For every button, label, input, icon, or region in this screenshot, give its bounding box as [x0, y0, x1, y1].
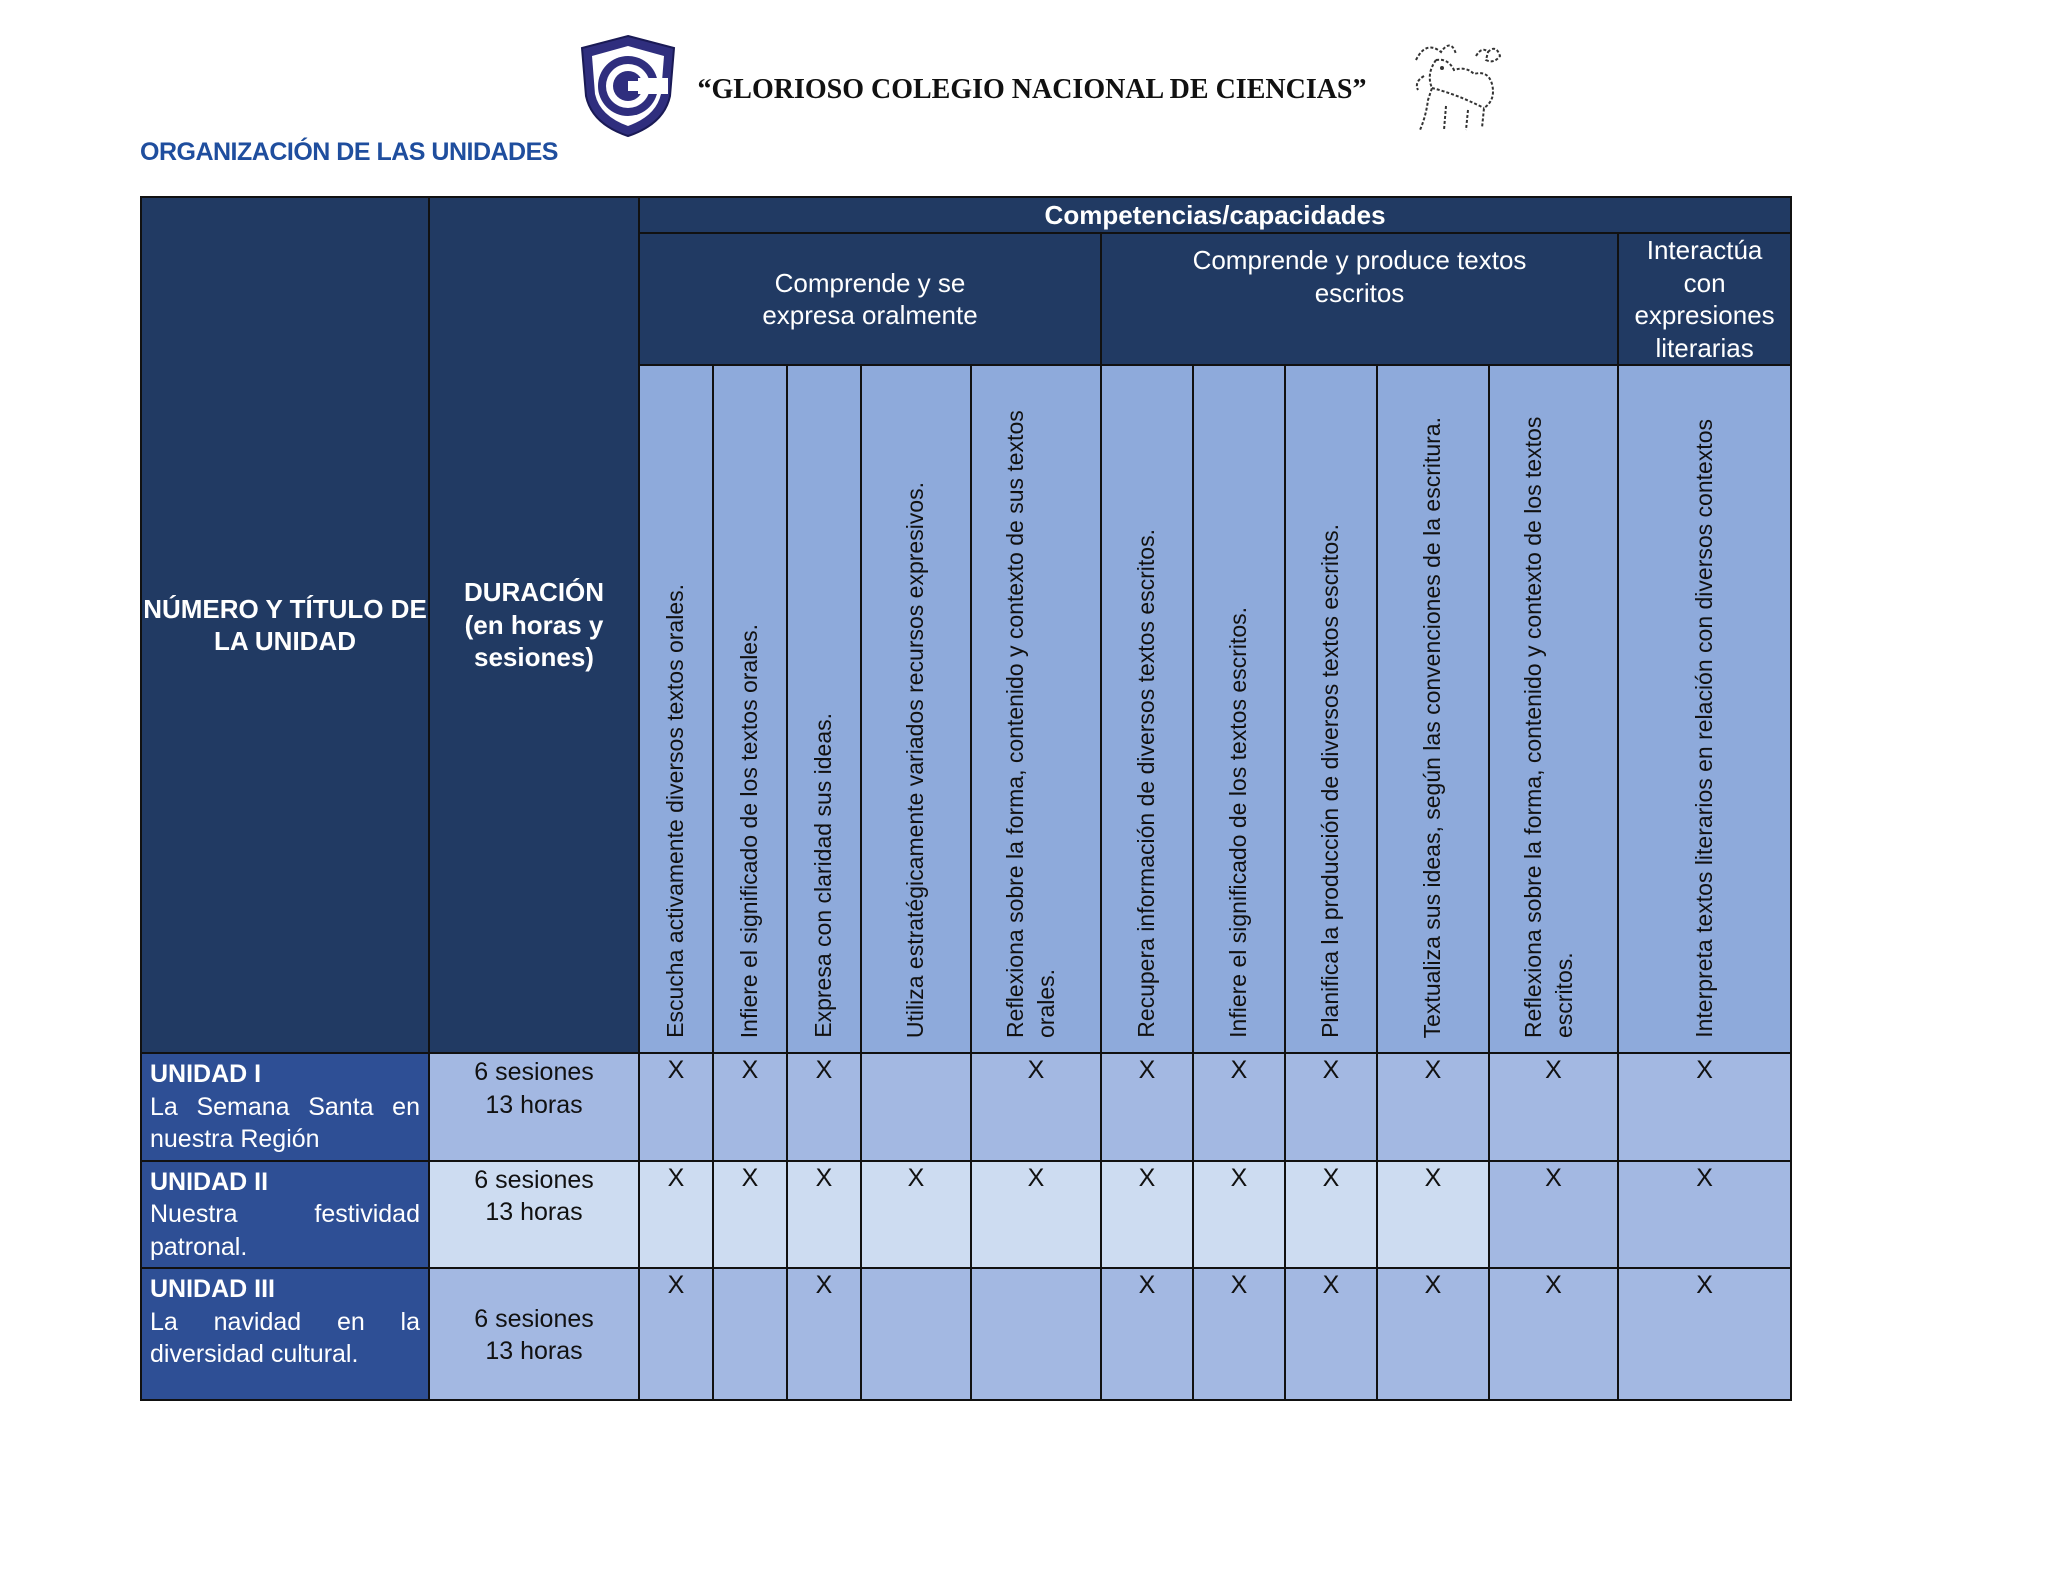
capacity-header: [1377, 365, 1489, 1053]
table-row: [141, 1053, 1791, 1161]
capacity-header: [1285, 365, 1377, 1053]
mark-cell: [971, 1268, 1101, 1400]
mark-cell: X: [971, 1161, 1101, 1269]
mark-cell: X: [787, 1161, 861, 1269]
goat-mascot-icon: [1396, 30, 1506, 140]
mark-cell: X: [1193, 1053, 1285, 1161]
document-header: [0, 30, 2048, 140]
hours-value: 13 horas: [485, 1337, 583, 1365]
table-row: [141, 1161, 1791, 1269]
capacity-header: [639, 365, 713, 1053]
mark-cell: X: [787, 1268, 861, 1400]
section-title: ORGANIZACIÓN DE LAS UNIDADES: [140, 138, 558, 166]
mark-cell: X: [713, 1161, 787, 1269]
mark-cell: X: [1489, 1053, 1618, 1161]
mark-cell: X: [1285, 1053, 1377, 1161]
group-written: Comprende y produce textos escritos: [1101, 233, 1618, 365]
mark-cell: X: [861, 1161, 971, 1269]
school-shield-logo-icon: [578, 34, 678, 138]
table-row: [141, 1268, 1791, 1400]
mark-cell: X: [1489, 1268, 1618, 1400]
hours-value: 13 horas: [485, 1090, 583, 1119]
mark-cell: X: [1618, 1161, 1791, 1269]
group-literary: Interactúa con expresiones literarias: [1618, 233, 1791, 365]
competencies-header: Competencias/capacidades: [639, 197, 1791, 233]
capacity-label: Infiere el significado de los textos escritos.: [1225, 607, 1252, 1038]
mark-cell: X: [1377, 1161, 1489, 1269]
mark-cell: X: [639, 1268, 713, 1400]
mark-cell: X: [1377, 1268, 1489, 1400]
duration-cell: [429, 1053, 639, 1161]
sessions-value: 6 sesiones: [474, 1058, 594, 1086]
capacity-header: [787, 365, 861, 1053]
mark-cell: X: [1285, 1268, 1377, 1400]
mark-cell: X: [1285, 1161, 1377, 1269]
capacity-header: [1101, 365, 1193, 1053]
mark-cell: X: [639, 1161, 713, 1269]
mark-cell: X: [1101, 1161, 1193, 1269]
mark-cell: X: [1101, 1268, 1193, 1400]
capacity-label: Utiliza estratégicamente variados recursos expresivos.: [902, 481, 929, 1038]
capacity-label: Reflexiona sobre la forma, contenido y contexto de sus textos orales.: [1002, 410, 1060, 1038]
unit-title: La Semana Santa en nuestra Región: [150, 1092, 420, 1153]
unit-title: Nuestra festividad patronal.: [150, 1200, 420, 1261]
duration-cell: [429, 1268, 639, 1400]
capacity-label: Textualiza sus ideas, según las convenciones de la escritura.: [1419, 416, 1446, 1038]
sessions-value: 6 sesiones: [474, 1165, 594, 1194]
units-table: [140, 196, 1792, 1401]
unit-number: UNIDAD II: [150, 1167, 269, 1196]
mark-cell: X: [1377, 1053, 1489, 1161]
mark-cell: [861, 1053, 971, 1161]
mark-cell: X: [1489, 1161, 1618, 1269]
hours-value: 13 horas: [485, 1198, 583, 1226]
mark-cell: [713, 1268, 787, 1400]
sessions-value: 6 sesiones: [474, 1304, 594, 1333]
mark-cell: X: [787, 1053, 861, 1161]
capacity-header: [1489, 365, 1618, 1053]
mark-cell: X: [1193, 1268, 1285, 1400]
capacity-header: [1193, 365, 1285, 1053]
capacity-label: Planifica la producción de diversos textos escritos.: [1317, 524, 1344, 1038]
capacity-header: [713, 365, 787, 1053]
capacity-label: Reflexiona sobre la forma, contenido y contexto de los textos escritos.: [1519, 416, 1577, 1038]
mark-cell: X: [971, 1053, 1101, 1161]
mark-cell: X: [713, 1053, 787, 1161]
capacity-label: Infiere el significado de los textos orales.: [736, 623, 763, 1038]
capacity-label: Recupera información de diversos textos escritos.: [1133, 529, 1160, 1038]
capacity-header: [971, 365, 1101, 1053]
unit-number: UNIDAD I: [150, 1060, 262, 1088]
col-header-duration: DURACIÓN (en horas y sesiones): [429, 197, 639, 1053]
unit-title-cell: [141, 1268, 429, 1400]
col-header-unit: NÚMERO Y TÍTULO DE LA UNIDAD: [141, 197, 429, 1053]
capacity-header: [861, 365, 971, 1053]
mark-cell: [861, 1268, 971, 1400]
capacity-label: Interpreta textos literarios en relación con diversos contextos: [1691, 419, 1718, 1038]
mark-cell: X: [639, 1053, 713, 1161]
unit-title: La navidad en la diversidad cultural.: [150, 1307, 420, 1368]
unit-number: UNIDAD III: [150, 1275, 275, 1303]
mark-cell: X: [1193, 1161, 1285, 1269]
capacity-label: Expresa con claridad sus ideas.: [810, 713, 837, 1038]
capacity-header: [1618, 365, 1791, 1053]
group-oral: Comprende y se expresa oralmente: [639, 233, 1101, 365]
duration-cell: [429, 1161, 639, 1269]
unit-title-cell: [141, 1053, 429, 1161]
school-name: “GLORIOSO COLEGIO NACIONAL DE CIENCIAS”: [697, 74, 1367, 105]
unit-title-cell: [141, 1161, 429, 1269]
mark-cell: X: [1618, 1268, 1791, 1400]
mark-cell: X: [1618, 1053, 1791, 1161]
mark-cell: X: [1101, 1053, 1193, 1161]
capacity-label: Escucha activamente diversos textos orales.: [662, 584, 689, 1038]
